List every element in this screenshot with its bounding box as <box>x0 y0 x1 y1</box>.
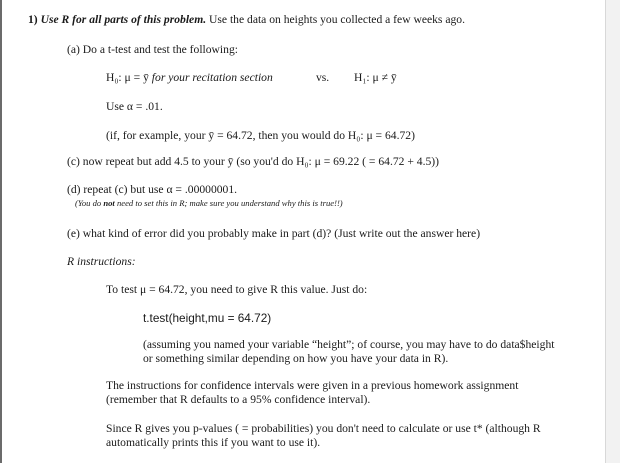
to-test-line: To test μ = 64.72, you need to give R this value. Just do: <box>106 283 368 296</box>
part-d-note <box>75 198 343 209</box>
problem-number: 1) <box>28 13 38 26</box>
vs-label: vs. <box>316 71 330 84</box>
left-page-edge <box>0 0 2 463</box>
problem-heading <box>28 13 465 27</box>
part-d: (d) repeat (c) but use α = .00000001. <box>67 183 238 196</box>
pvalue-line-1: Since R gives you p-values ( = probabilities) you don't need to calculate or use t* (although R <box>106 422 541 435</box>
null-hypothesis <box>106 71 273 85</box>
part-d-note-bold: not <box>103 198 115 208</box>
problem-lead-rest: Use the data on heights you collected a few weeks ago. <box>209 13 465 26</box>
r-instructions-heading: R instructions: <box>67 255 136 268</box>
assume-line-2: or something similar depending on how you have your data in R). <box>143 352 449 365</box>
h0-formula: H₀: μ = ȳ <box>106 71 149 84</box>
part-e: (e) what kind of error did you probably make in part (d)? (Just write out the answer here) <box>67 227 481 240</box>
part-a-example: (if, for example, your ȳ = 64.72, then you would do H₀: μ = 64.72) <box>106 129 415 142</box>
part-d-note-b: need to set this in R; make sure you understand why this is true!!) <box>114 198 343 208</box>
part-d-note-a: (You do <box>75 198 104 208</box>
h0-note: for your recitation section <box>151 71 273 84</box>
assume-line-1: (assuming you named your variable “height”; of course, you may have to do data$height <box>143 338 555 351</box>
alt-hypothesis: H₁: μ ≠ ȳ <box>354 71 397 84</box>
part-c: (c) now repeat but add 4.5 to your ȳ (so you'd do H₀: μ = 69.22 ( = 64.72 + 4.5)) <box>67 155 439 168</box>
pvalue-line-2: automatically prints this if you want to use it). <box>106 436 321 449</box>
ci-line-1: The instructions for confidence intervals were given in a previous homework assignment <box>106 379 519 392</box>
right-scroll-edge <box>605 0 620 463</box>
ci-line-2: (remember that R defaults to a 95% confidence interval). <box>106 393 371 406</box>
alpha-level: Use α = .01. <box>106 100 163 113</box>
part-a-label: (a) Do a t-test and test the following: <box>67 43 238 56</box>
problem-lead: Use R for all parts of this problem. <box>40 13 207 26</box>
r-code-line: t.test(height,mu = 64.72) <box>143 311 272 325</box>
